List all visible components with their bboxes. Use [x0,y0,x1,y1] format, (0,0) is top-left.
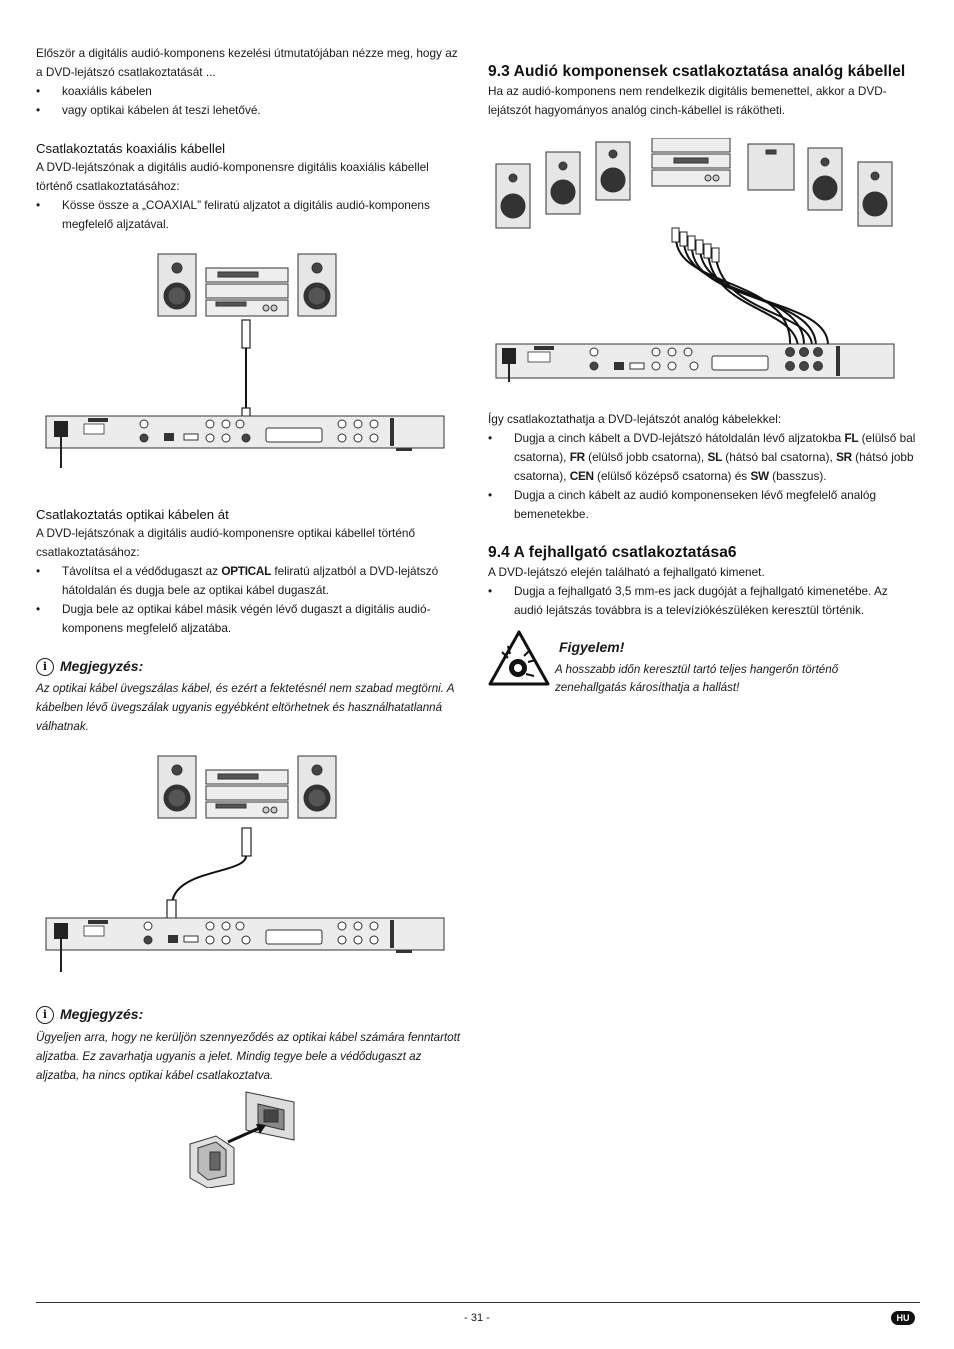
intro-block [36,44,464,120]
audio-receiver-stack [206,770,288,818]
dvd-rear-panel [46,416,444,468]
analog-text: Ha az audió-komponens nem rendelkezik digitális bemenettel, akkor a DVD-lejátszót hagyományos analóg cinch-kábellel is rákötheti. [488,84,887,117]
info-icon: i [36,658,54,676]
b1-t1: Dugja a cinch kábelt a DVD-lejátszó hátoldalán lévő aljzatokba [514,431,845,445]
headphone-heading: 9.4 A fejhallgató csatlakoztatása6 [488,544,737,561]
dvd-rear-panel [496,344,894,382]
page-number: - 31 - [464,1312,490,1324]
optical-bullet-2: • Dugja bele az optikai kábel másik végén lévő dugaszt a digitális audió-komponens megfelelő aljzatába. [36,600,464,638]
optical-connection-figure [44,754,446,976]
note-2-text: Ügyeljen arra, hogy ne kerüljön szennyeződés az optikai kábel számára fenntartott aljzatba. Ez zavarhatja ugyanis a jelet. Mindig tegye bele a védődugaszt az aljzatba, ha nincs optikai kábel csatlakoztatva. [36,1031,461,1082]
coax-section [36,139,464,234]
analog-bullet-2: • Dugja a cinch kábelt az audió komponenseken lévő megfelelő analóg bemenetekbe. [488,486,918,524]
subwoofer [748,144,794,190]
b1-t6: (elülső középső csatorna) és [593,469,751,483]
protective-cap-figure [186,1088,302,1188]
language-badge: HU [891,1311,915,1325]
coax-bullet: • Kösse össze a „COAXIAL” feliratú aljzatot a digitális audió-komponens megfelelő aljzatával. [36,196,464,234]
optical-bullet-1-a: Távolítsa el a védődugaszt az [62,564,222,578]
kw-fl: FL [844,431,859,445]
intro-text: Először a digitális audió-komponens kezelési útmutatójában nézze meg, hogy az a DVD-lejátszó csatlakoztatását ... [36,46,458,79]
hearing-warning-icon [488,630,550,686]
coax-text: A DVD-lejátszónak a digitális audió-komponensre digitális koaxiális kábellel történő csatlakoztatásához: [36,160,429,193]
audio-receiver-stack [652,138,730,186]
analog-bullet-1 [488,429,918,486]
analog-heading: 9.3 Audió komponensek csatlakoztatása analóg kábellel [488,63,906,80]
protective-cap [190,1136,234,1188]
kw-sr: SR [836,450,852,464]
optical-keyword: OPTICAL [221,564,272,578]
optical-socket [246,1092,294,1140]
warning-box [488,628,918,698]
optical-cable [167,828,251,926]
analog-instructions [488,410,918,524]
b1-t5: (hátsó jobb csatorna), [514,450,914,483]
dvd-rear-panel [46,918,444,972]
optical-section [36,505,464,638]
speaker-rear-left [546,152,580,214]
note-1-text: Az optikai kábel üvegszálas kábel, és ezért a fektetésnél nem szabad megtörni. A kábelben lévő üvegszálak ugyanis egyébként eltörhetnek és használhatatlanná válhatnak. [36,682,455,733]
b1-t4: (hátsó bal csatorna), [721,450,837,464]
coax-heading: Csatlakoztatás koaxiális kábellel [36,141,226,156]
audio-receiver-stack [206,268,288,316]
warning-text: A hosszabb időn keresztül tartó teljes hangerőn történő zenehallgatás károsíthatja a hallást! [555,663,839,694]
headphone-text: A DVD-lejátszó elején található a fejhallgató kimenet. [488,565,765,579]
kw-sw: SW [750,469,769,483]
note-2 [36,1005,464,1085]
analog-after-text: Így csatlakoztathatja a DVD-lejátszót analóg kábelekkel: [488,412,782,426]
optical-text: A DVD-lejátszónak a digitális audió-komponensre optikai kábellel történő csatlakoztatásához: [36,526,416,559]
b1-t7: (basszus). [768,469,827,483]
cinch-cables [672,228,828,346]
b1-t2: (elülső bal csatorna), [514,431,916,464]
kw-fr: FR [569,450,585,464]
intro-bullet-1: • koaxiális kábelen [36,82,464,101]
intro-bullet-2: • vagy optikai kábelen át teszi lehetővé. [36,101,464,120]
warning-title: Figyelem! [559,639,625,655]
note-1-header [36,657,464,676]
speaker-rear-right [808,148,842,210]
note-2-title: Megjegyzés: [60,1006,144,1022]
headphone-bullet: • Dugja a fejhallgató 3,5 mm-es jack dugóját a fejhallgató kimenetébe. Az audió lejátszás továbbra is a televíziókészüléken keresztül történik. [488,582,918,620]
note-1-title: Megjegyzés: [60,658,144,674]
speaker-right [298,254,336,316]
b1-t3: (elülső jobb csatorna), [584,450,708,464]
speaker-front-right [858,162,892,226]
analog-section [488,62,918,120]
analog-connection-figure [494,138,898,382]
speaker-left [158,756,196,818]
headphone-section [488,543,918,620]
footer-divider [36,1302,920,1303]
speaker-right [298,756,336,818]
kw-sl: SL [707,450,722,464]
note-2-header [36,1005,464,1024]
optical-heading: Csatlakoztatás optikai kábelen át [36,507,229,522]
kw-cen: CEN [569,469,594,483]
info-icon: i [36,1006,54,1024]
coax-connection-figure [44,248,446,470]
note-1 [36,657,464,736]
speaker-front-left [496,164,530,228]
optical-bullet-1-b: feliratú aljzatból a DVD-lejátszó hátoldalán és dugja bele az optikai kábel dugaszát. [62,564,439,597]
speaker-center [596,142,630,200]
speaker-left [158,254,196,316]
optical-bullet-1 [36,562,464,600]
